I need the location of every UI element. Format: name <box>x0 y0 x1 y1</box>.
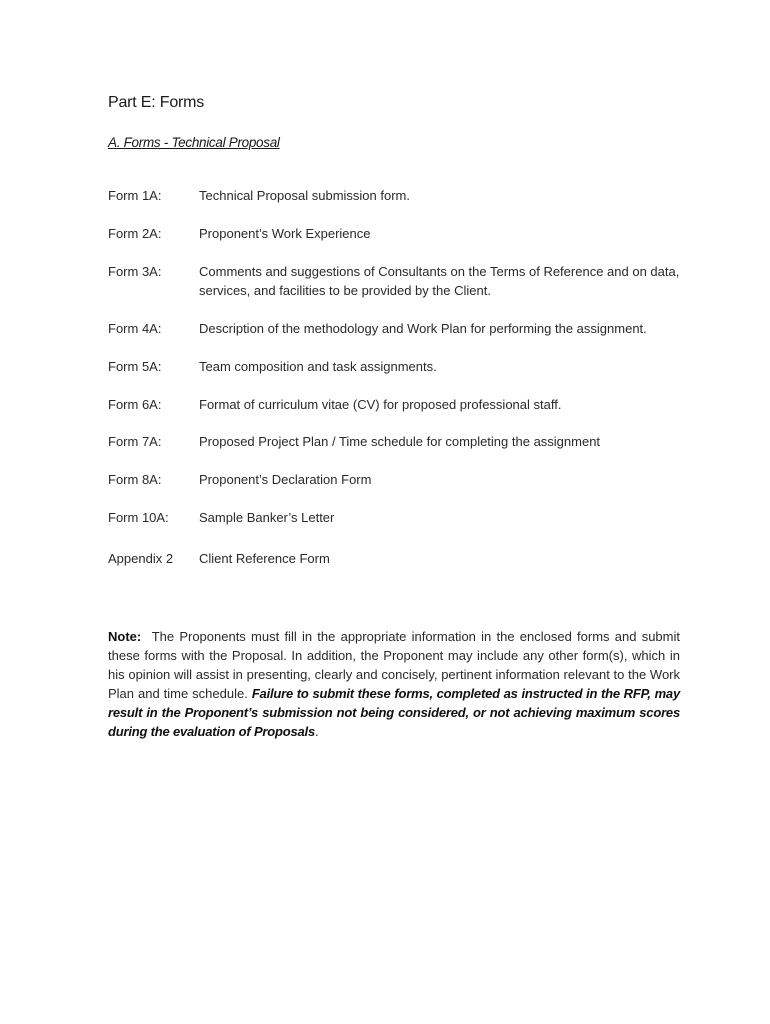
form-code: Form 6A: <box>108 397 162 412</box>
section-title: A. Forms - Technical Proposal <box>108 135 280 150</box>
form-code: Form 3A: <box>108 264 162 279</box>
part-title: Part E: Forms <box>108 94 205 111</box>
form-description: Proponent’s Declaration Form <box>199 472 372 487</box>
form-description: Proposed Project Plan / Time schedule for completing the assignment <box>199 434 601 449</box>
form-description: Team composition and task assignments. <box>199 359 437 374</box>
note-paragraph <box>108 627 680 741</box>
form-code: Form 10A: <box>108 510 169 525</box>
form-code: Form 8A: <box>108 472 162 487</box>
form-description: Proponent’s Work Experience <box>199 226 371 241</box>
form-description: Format of curriculum vitae (CV) for proposed professional staff. <box>199 397 562 412</box>
form-code: Form 7A: <box>108 434 162 449</box>
form-description: Technical Proposal submission form. <box>199 188 410 203</box>
form-description: Comments and suggestions of Consultants on the Terms of Reference and on data, services, and facilities to be provided by the Client. <box>199 264 680 298</box>
note-label: Note: <box>108 629 142 644</box>
form-code: Form 5A: <box>108 359 162 374</box>
form-code: Form 2A: <box>108 226 162 241</box>
form-code: Appendix 2 <box>108 551 174 566</box>
form-description: Client Reference Form <box>199 551 330 566</box>
form-description: Sample Banker’s Letter <box>199 510 335 525</box>
note-text: The Proponents must fill in the appropriate information in the enclosed forms and submit these forms with the Proposal. In addition, the Proponent may include any other form(s), which in his opinion will assist in presenting, clearly and concisely, pertinent information relevant to the Work Plan and time schedule. <box>108 629 680 701</box>
form-code: Form 1A: <box>108 188 162 203</box>
form-code: Form 4A: <box>108 321 162 336</box>
note-emphasis: Failure to submit these forms, completed as instructed in the RFP, may result in the Proponent’s submission not being considered, or not achieving maximum scores during the evaluation of Proposals <box>108 686 680 739</box>
form-description: Description of the methodology and Work Plan for performing the assignment. <box>199 321 647 336</box>
note-end: . <box>315 724 319 739</box>
